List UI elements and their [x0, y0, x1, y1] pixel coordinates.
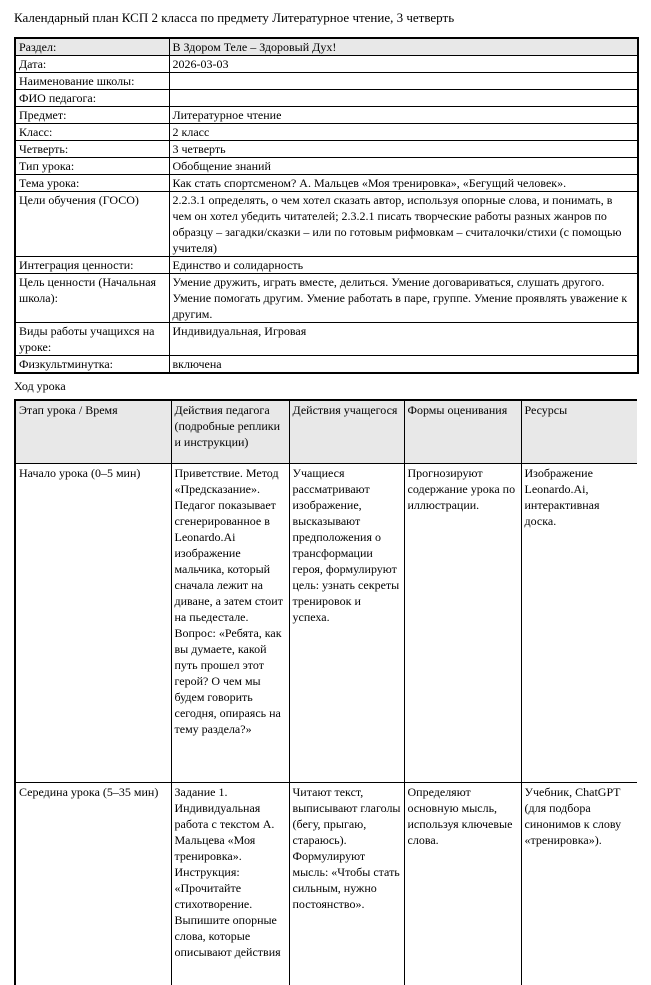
info-row-goals	[15, 192, 638, 257]
lesson-stages-table	[14, 399, 637, 985]
info-row-lesson-topic	[15, 175, 638, 192]
info-label: ФИО педагога:	[15, 90, 169, 107]
info-row-razdel	[15, 38, 638, 56]
info-label: Наименование школы:	[15, 73, 169, 90]
info-row-work-types	[15, 323, 638, 356]
info-value	[169, 90, 638, 107]
info-label: Четверть:	[15, 141, 169, 158]
info-value: Умение дружить, играть вместе, делиться. Умение договариваться, слушать другого. Умение помогать другим. Умение работать в паре, группе. Умение проявлять уважение к другим.	[169, 274, 638, 323]
info-row-subject	[15, 107, 638, 124]
lesson-info-table	[14, 37, 639, 374]
info-label: Виды работы учащихся на уроке:	[15, 323, 169, 356]
info-value: включена	[169, 356, 638, 374]
lesson-row-start	[15, 464, 637, 783]
info-value: 2026-03-03	[169, 56, 638, 73]
info-label: Тема урока:	[15, 175, 169, 192]
info-value: Индивидуальная, Игровая	[169, 323, 638, 356]
lesson-table-header-row	[15, 400, 637, 464]
info-row-data	[15, 56, 638, 73]
info-label: Дата:	[15, 56, 169, 73]
info-label: Класс:	[15, 124, 169, 141]
lesson-stages-table-clip	[14, 399, 637, 985]
document-title: Календарный план КСП 2 класса по предмету Литературное чтение, 3 четверть	[14, 10, 455, 25]
teacher-actions-cell: Приветствие. Метод «Предсказание». Педагог показывает сгенерированное в Leonardo.Ai изображение мальчика, который сначала лежит на диване, а затем стоит на пьедестале. Вопрос: «Ребята, как вы думаете, какой путь прошел этот герой? О чем мы будем говорить сегодня, опираясь на тему раздела?»	[171, 464, 289, 783]
info-row-teacher-name	[15, 90, 638, 107]
info-row-quarter	[15, 141, 638, 158]
info-label: Тип урока:	[15, 158, 169, 175]
lesson-row-middle	[15, 783, 637, 985]
info-value: Единство и солидарность	[169, 257, 638, 274]
info-row-values-goal	[15, 274, 638, 323]
info-value: 3 четверть	[169, 141, 638, 158]
info-value	[169, 73, 638, 90]
info-value: 2.2.3.1 определять, о чем хотел сказать автор, используя опорные слова, и понимать, в чем он хотел убедить читателей; 2.3.2.1 писать творческие работы разных жанров по образцу – загадки/сказки – или по готовым рифмовкам – считалочки/стихи (с помощью учителя)	[169, 192, 638, 257]
assessment-cell: Определяют основную мысль, используя ключевые слова.	[404, 783, 521, 985]
stage-cell: Начало урока (0–5 мин)	[15, 464, 171, 783]
info-label: Предмет:	[15, 107, 169, 124]
resources-cell: Изображение Leonardo.Ai, интерактивная доска.	[521, 464, 637, 783]
header-resources: Ресурсы	[521, 400, 637, 464]
lesson-course-section-label: Ход урока	[14, 379, 66, 393]
assessment-cell: Прогнозируют содержание урока по иллюстрации.	[404, 464, 521, 783]
header-assessment-forms: Формы оценивания	[404, 400, 521, 464]
teacher-actions-cell: Задание 1. Индивидуальная работа с текстом А. Мальцева «Моя тренировка». Инструкция: «Прочитайте стихотворение. Выпишите опорные слова, которые описывают действия	[171, 783, 289, 985]
info-label: Физкультминутка:	[15, 356, 169, 374]
info-row-lesson-type	[15, 158, 638, 175]
student-actions-cell: Учащиеся рассматривают изображение, высказывают предположения о трансформации героя, формулируют цель: узнать секреты тренировок и успеха.	[289, 464, 404, 783]
info-value: Литературное чтение	[169, 107, 638, 124]
header-stage-time: Этап урока / Время	[15, 400, 171, 464]
resources-cell: Учебник, ChatGPT (для подбора синонимов к слову «тренировка»).	[521, 783, 637, 985]
info-row-school	[15, 73, 638, 90]
stage-cell: Середина урока (5–35 мин)	[15, 783, 171, 985]
info-row-physical-minute	[15, 356, 638, 374]
info-value: Как стать спортсменом? А. Мальцев «Моя тренировка», «Бегущий человек».	[169, 175, 638, 192]
header-teacher-actions: Действия педагога (подробные реплики и инструкции)	[171, 400, 289, 464]
student-actions-cell: Читают текст, выписывают глаголы (бегу, прыгаю, стараюсь). Формулируют мысль: «Чтобы стать сильным, нужно постоянство».	[289, 783, 404, 985]
info-value: Обобщение знаний	[169, 158, 638, 175]
info-row-values-integration	[15, 257, 638, 274]
info-row-class	[15, 124, 638, 141]
info-label: Цели обучения (ГОСО)	[15, 192, 169, 257]
info-value: В Здором Теле – Здоровый Дух!	[169, 38, 638, 56]
info-label: Интеграция ценности:	[15, 257, 169, 274]
info-label: Цель ценности (Начальная школа):	[15, 274, 169, 323]
info-value: 2 класс	[169, 124, 638, 141]
header-student-actions: Действия учащегося	[289, 400, 404, 464]
info-label: Раздел:	[15, 38, 169, 56]
